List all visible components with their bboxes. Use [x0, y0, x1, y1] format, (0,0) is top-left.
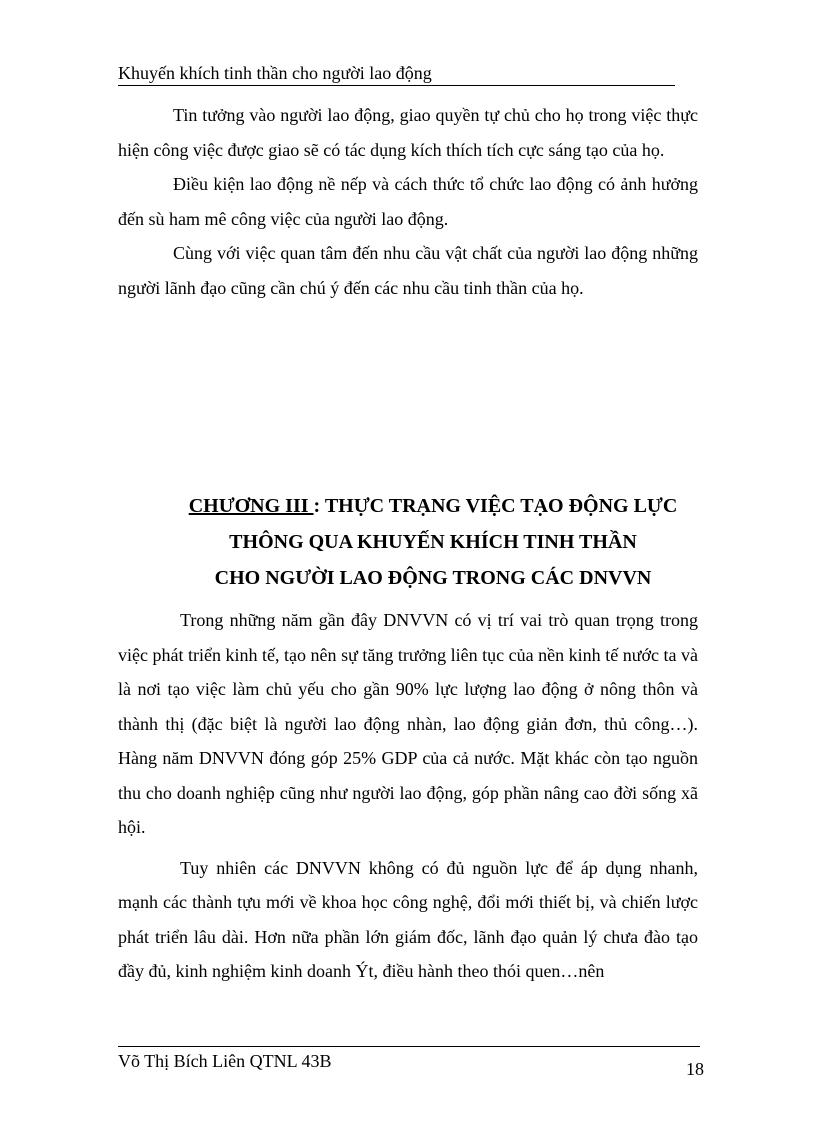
chapter-title-line-3: CHO NGƯỜI LAO ĐỘNG TRONG CÁC DNVVN [214, 567, 652, 589]
intro-section [118, 98, 698, 305]
body-paragraph-1: Trong những năm gần đây DNVVN có vị trí vai trò quan trọng trong việc phát triển kinh tế, tạo nên sự tăng trưởng liên tục của nền kinh tế nước ta và là nơi tạo việc làm chủ yếu cho gần 90% lực lượng lao động ở nông thôn và thành thị (đặc biệt là người lao động nhàn, lao động giản đơn, thủ công…). Hàng năm DNVVN đóng góp 25% GDP của cả nước. Mặt khác còn tạo nguồn thu cho doanh nghiệp cũng như người lao động, góp phần nâng cao đời sống xã hội. [118, 610, 698, 837]
intro-paragraph-1: Tin tưởng vào người lao động, giao quyền tự chủ cho họ trong việc thực hiện công việc được giao sẽ có tác dụng kích thích tích cực sáng tạo của họ. [118, 105, 698, 160]
footer-author: Võ Thị Bích Liên QTNL 43B [118, 1051, 332, 1071]
chapter-title-line-2: THÔNG QUA KHUYẾN KHÍCH TINH THẦN [229, 531, 637, 553]
body-paragraph-2: Tuy nhiên các DNVVN không có đủ nguồn lực để áp dụng nhanh, mạnh các thành tựu mới về khoa học công nghệ, đổi mới thiết bị, và chiến lược phát triển lâu dài. Hơn nữa phần lớn giám đốc, lãnh đạo quản lý chưa đào tạo đầy đủ, kinh nghiệm kinh doanh Ýt, điều hành theo thói quen…nên [118, 857, 698, 981]
chapter-heading [118, 488, 748, 596]
chapter-heading-line-1 [118, 488, 748, 524]
running-header [118, 62, 675, 86]
intro-paragraph-2: Điều kiện lao động nề nếp và cách thức tổ chức lao động có ảnh hưởng đến sù ham mê công việc của người lao động. [118, 174, 698, 229]
chapter-label: CHƯƠNG III [188, 495, 314, 517]
page-number: 18 [686, 1059, 704, 1079]
body-section [118, 603, 698, 989]
intro-paragraph-3: Cùng với việc quan tâm đến nhu cầu vật chất của người lao động những người lãnh đạo cũng cần chú ý đến các nhu cầu tinh thần của họ. [118, 243, 698, 298]
chapter-title-line-1: : THỰC TRẠNG VIỆC TẠO ĐỘNG LỰC [313, 495, 678, 517]
footer-divider [118, 1046, 700, 1047]
running-header-title: Khuyến khích tinh thần cho người lao động [118, 63, 432, 83]
